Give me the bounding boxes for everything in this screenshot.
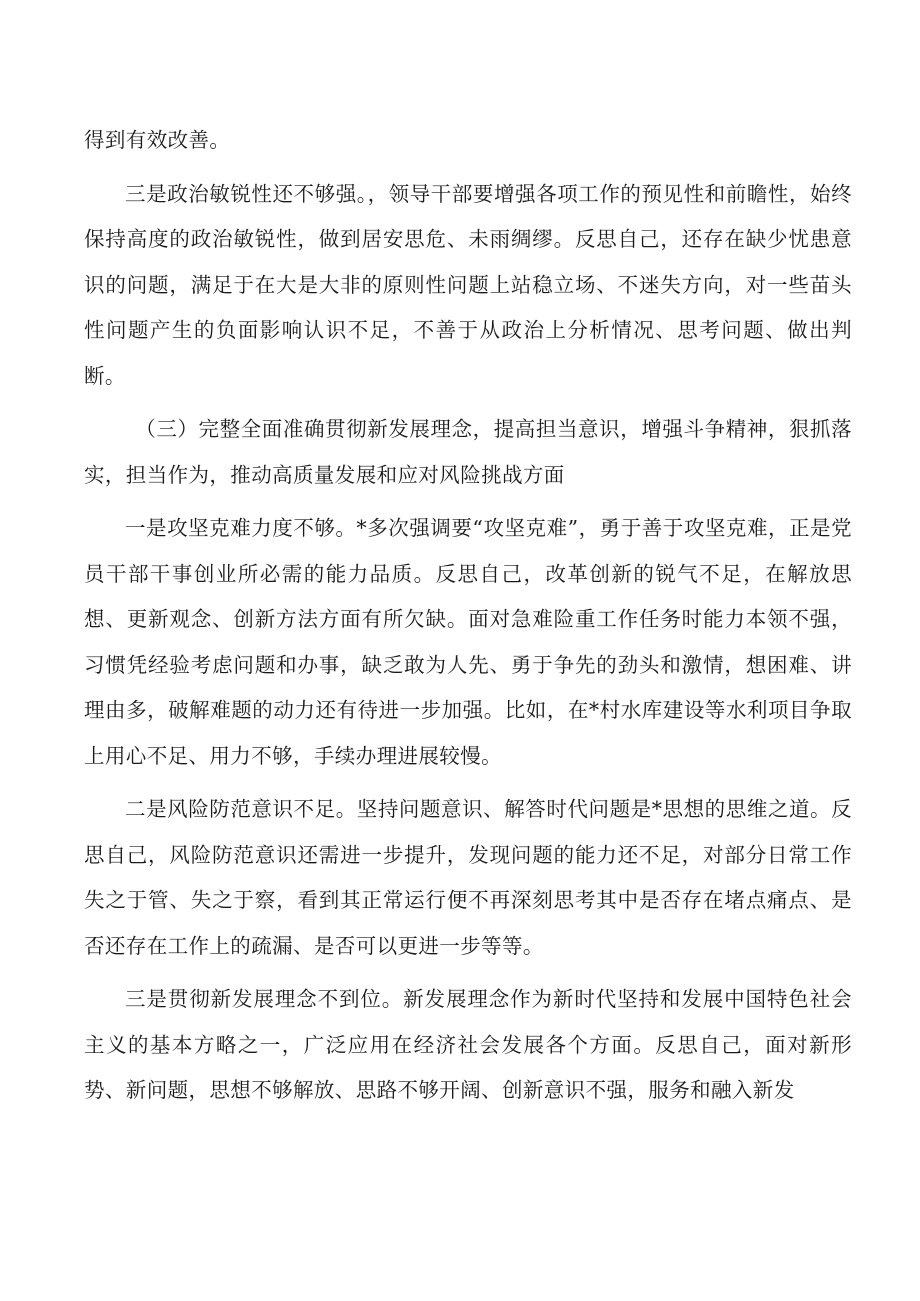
document-body bbox=[84, 118, 852, 1114]
paragraph-new-development-concept: 三是贯彻新发展理念不到位。新发展理念作为新时代坚持和发展中国特色社会主义的基本方略之一，广泛应用在经济社会发展各个方面。反思自己，面对新形势、新问题，思想不够解放、思路不够开阔、创新意识不强，服务和融入新发 bbox=[84, 987, 852, 1102]
paragraph-political-sensitivity: 三是政治敏锐性还不够强。，领导干部要增强各项工作的预见性和前瞻性，始终保持高度的政治敏锐性，做到居安思危、未雨绸缪。反思自己，还存在缺少忧患意识的问题，满足于在大是大非的原则性问题上站稳立场、不迷失方向，对一些苗头性问题产生的负面影响认识不足，不善于从政治上分析情况、思考问题、做出判断。 bbox=[84, 181, 852, 388]
paragraph-overcoming-difficulties: 一是攻坚克难力度不够。*多次强调要“攻坚克难”，勇于善于攻坚克难，正是党员干部干事创业所必需的能力品质。反思自己，改革创新的锐气不足，在解放思想、更新观念、创新方法方面有所欠缺。面对急难险重工作任务时能力本领不强，习惯凭经验考虑问题和办事，缺乏敢为人先、勇于争先的劲头和激情，想困难、讲理由多，破解难题的动力还有待进一步加强。比如，在*村水库建设等水利项目争取上用心不足、用力不够，手续办理进展较慢。 bbox=[84, 516, 852, 768]
paragraph-continuation: 得到有效改善。 bbox=[84, 128, 231, 152]
paragraph-risk-prevention: 二是风险防范意识不足。坚持问题意识、解答时代问题是*思想的思维之道。反思自己，风险防范意识还需进一步提升，发现问题的能力还不足，对部分日常工作失之于管、失之于察，看到其正常运行便不再深刻思考其中是否存在堵点痛点、是否还存在工作上的疏漏、是否可以更进一步等等。 bbox=[84, 797, 852, 958]
section-heading-3: （三）完整全面准确贯彻新发展理念，提高担当意识，增强斗争精神，狠抓落实，担当作为，推动高质量发展和应对风险挑战方面 bbox=[84, 417, 852, 487]
